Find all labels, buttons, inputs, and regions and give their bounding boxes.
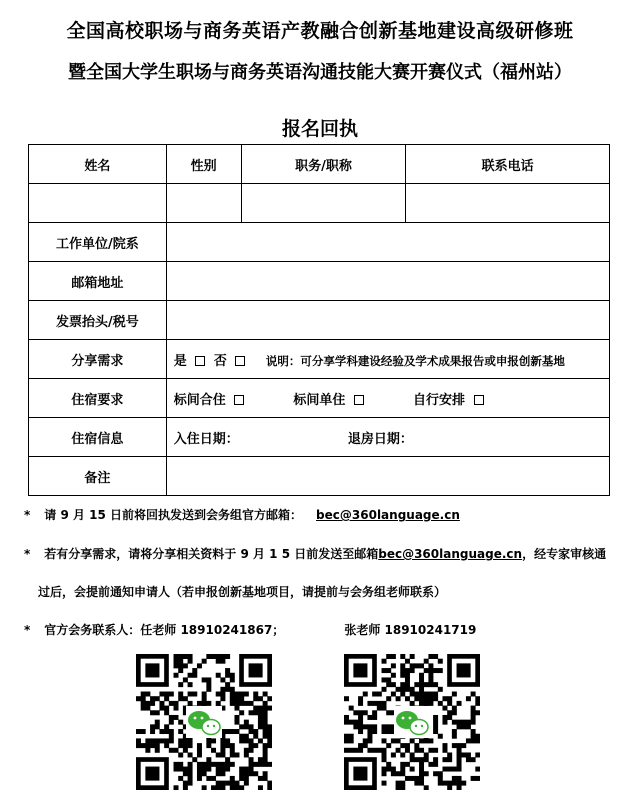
- share-yes-checkbox[interactable]: [195, 356, 205, 366]
- email-field[interactable]: [166, 262, 609, 301]
- registration-form-table: [28, 144, 610, 496]
- lodging-info-label: 住宿信息: [29, 418, 167, 457]
- invoice-label: 发票抬头/税号: [29, 301, 167, 340]
- note-2-line-2: 过后，会提前通知申请人（若申报创新基地项目，请提前与会务组老师联系）: [38, 585, 447, 599]
- remark-label: 备注: [29, 457, 167, 496]
- unit-field[interactable]: [166, 223, 609, 262]
- header-phone: 联系电话: [406, 145, 610, 184]
- name-field[interactable]: [29, 184, 167, 223]
- lodging-opt3-checkbox[interactable]: [474, 395, 484, 405]
- email-label: 邮箱地址: [29, 262, 167, 301]
- lodging-options: [166, 379, 609, 418]
- gender-field[interactable]: [166, 184, 241, 223]
- remark-field[interactable]: [166, 457, 609, 496]
- lodging-opt2-label: 标间单住: [293, 392, 346, 408]
- share-yes-label: 是: [173, 353, 187, 369]
- header-name: 姓名: [29, 145, 167, 184]
- checkin-label: 入住日期：: [173, 431, 239, 447]
- share-no-checkbox[interactable]: [235, 356, 245, 366]
- lodging-opt3-label: 自行安排: [412, 392, 465, 408]
- header-row: [29, 145, 610, 184]
- unit-label: 工作单位/院系: [29, 223, 167, 262]
- lodging-opt1-checkbox[interactable]: [234, 395, 244, 405]
- contact-2: 张老师 18910241719: [344, 623, 477, 637]
- note-2: * 若有分享需求，请将分享相关资料于 9 月 1 5 日前发送至邮箱bec@360language.cn，经专家审核通: [24, 547, 607, 561]
- contact-1: 官方会务联系人：任老师 18910241867；: [44, 623, 285, 637]
- qr-code-2: [344, 654, 480, 790]
- form-title: 报名回执: [281, 118, 358, 140]
- email-link-2[interactable]: bec@360language.cn: [378, 547, 523, 561]
- input-row: [29, 184, 610, 223]
- email-link-1[interactable]: bec@360language.cn: [316, 508, 460, 522]
- share-label: 分享需求: [29, 340, 167, 379]
- lodging-opt2-checkbox[interactable]: [354, 395, 364, 405]
- checkout-label: 退房日期：: [347, 431, 413, 447]
- note-1: * 请 9 月 15 日前将回执发送到会务组官方邮箱： bec@360language.cn: [24, 508, 460, 522]
- title-line-2: 暨全国大学生职场与商务英语沟通技能大赛开赛仪式（福州站）: [68, 62, 572, 83]
- qr-code-1: [136, 654, 272, 790]
- note-2-tail: ，经专家审核通: [522, 547, 607, 561]
- position-field[interactable]: [241, 184, 406, 223]
- header-position: 职务/职称: [241, 145, 406, 184]
- note-3: * 官方会务联系人：任老师 18910241867； 张老师 18910241719: [24, 623, 477, 637]
- lodging-label: 住宿要求: [29, 379, 167, 418]
- lodging-opt1-label: 标间合住: [173, 392, 226, 408]
- share-no-label: 否: [213, 353, 227, 369]
- title-line-1: 全国高校职场与商务英语产教融合创新基地建设高级研修班: [66, 20, 574, 42]
- phone-field[interactable]: [406, 184, 610, 223]
- lodging-info-field[interactable]: [166, 418, 609, 457]
- invoice-field[interactable]: [166, 301, 609, 340]
- note-2-text: 若有分享需求，请将分享相关资料于 9 月 1 5 日前发送至邮箱: [44, 547, 379, 561]
- share-options: [166, 340, 609, 379]
- note-1-text: 请 9 月 15 日前将回执发送到会务组官方邮箱：: [44, 508, 303, 522]
- header-gender: 性别: [166, 145, 241, 184]
- share-note: 说明：可分享学科建设经验及学术成果报告或申报创新基地: [265, 353, 565, 368]
